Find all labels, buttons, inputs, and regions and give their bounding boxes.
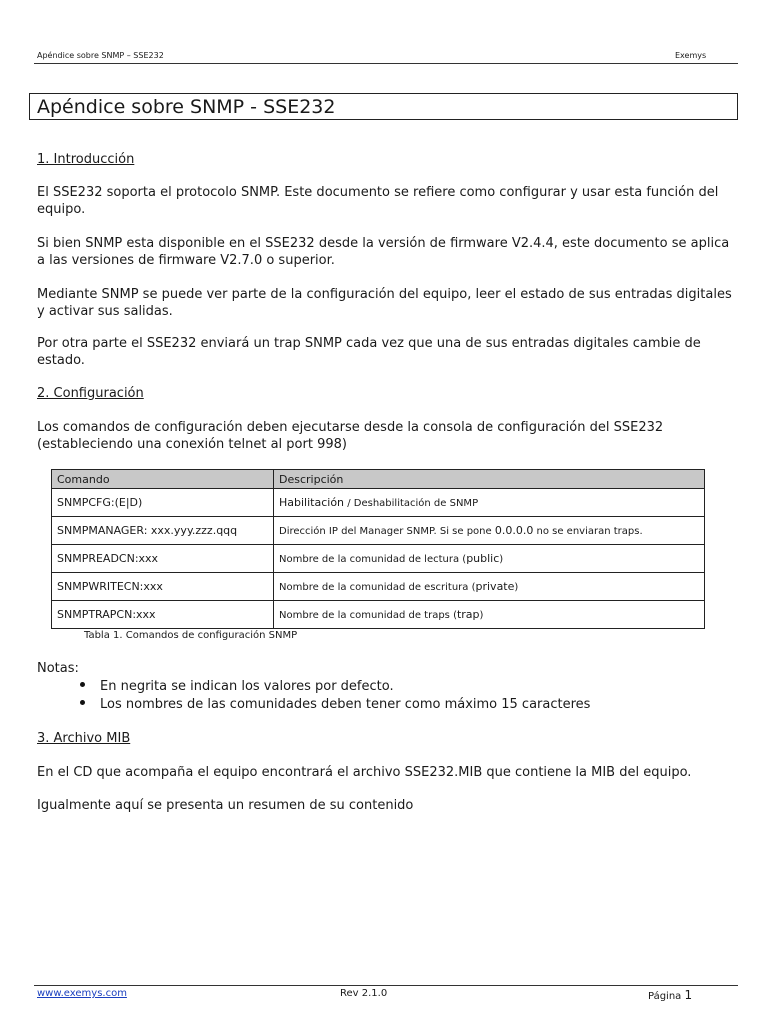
- command-cell: SNMPWRITECN:xxx: [52, 573, 274, 601]
- section-heading-intro: 1. Introducción: [37, 152, 135, 167]
- default-value: trap: [456, 608, 480, 621]
- intro-paragraph-2: Si bien SNMP esta disponible en el SSE232 desde la versión de firmware V2.4.4, este documento se aplica a las versiones de firmware V2.7.0 o superior.: [37, 236, 730, 268]
- intro-paragraph-3: Mediante SNMP se puede ver parte de la configuración del equipo, leer el estado de sus entradas digitales y activar sus salidas.: [37, 287, 732, 319]
- default-value: 0.0.0.0: [494, 524, 534, 537]
- page-title: Apéndice sobre SNMP - SSE232: [37, 96, 336, 118]
- table-row: [52, 489, 705, 517]
- command-cell: SNMPCFG:(E|D): [52, 489, 274, 517]
- command-cell: SNMPTRAPCN:xxx: [52, 601, 274, 629]
- header-company: Exemys: [675, 51, 707, 60]
- header-doc-title: Apéndice sobre SNMP – SSE232: [37, 51, 164, 60]
- footer-divider: [34, 985, 738, 986]
- title-box: [29, 93, 738, 120]
- table-header-row: [52, 470, 705, 489]
- footer-page-number: 1: [684, 988, 693, 1002]
- table-row: [52, 545, 705, 573]
- intro-paragraph-4: Por otra parte el SSE232 enviará un trap SNMP cada vez que una de sus entradas digitales cambie de estado.: [37, 336, 701, 368]
- footer-page-label: Página: [648, 991, 682, 1002]
- default-value: private: [475, 580, 515, 593]
- footer-page: [648, 988, 692, 1002]
- mib-paragraph-1: En el CD que acompaña el equipo encontrará el archivo SSE232.MIB que contiene la MIB del equipo.: [37, 765, 692, 780]
- command-cell: SNMPREADCN:xxx: [52, 545, 274, 573]
- header-divider: [34, 63, 738, 64]
- commands-table: [51, 469, 705, 629]
- config-paragraph: Los comandos de configuración deben ejecutarse desde la consola de configuración del SSE232 (estableciendo una conexión telnet al port 998): [37, 420, 664, 452]
- footer-website-link[interactable]: www.exemys.com: [37, 988, 127, 999]
- description-cell: Habilitación / Deshabilitación de SNMP: [274, 489, 705, 517]
- default-value: Habilitación: [279, 496, 345, 509]
- notes-label: Notas:: [37, 661, 79, 676]
- table-header-command: Comando: [52, 470, 274, 489]
- section-heading-config: 2. Configuración: [37, 386, 144, 401]
- bullet-icon: [80, 700, 85, 705]
- description-cell: Dirección IP del Manager SNMP. Si se pone 0.0.0.0 no se enviaran traps.: [274, 517, 705, 545]
- description-cell: Nombre de la comunidad de escritura (private): [274, 573, 705, 601]
- list-item: Los nombres de las comunidades deben tener como máximo 15 caracteres: [80, 697, 590, 712]
- footer-revision: Rev 2.1.0: [340, 988, 388, 999]
- table-caption: Tabla 1. Comandos de configuración SNMP: [84, 630, 298, 641]
- description-cell: Nombre de la comunidad de traps (trap): [274, 601, 705, 629]
- command-cell: SNMPMANAGER: xxx.yyy.zzz.qqq: [52, 517, 274, 545]
- table-row: [52, 517, 705, 545]
- table-header-description: Descripción: [274, 470, 705, 489]
- bullet-icon: [80, 682, 85, 687]
- description-cell: Nombre de la comunidad de lectura (public): [274, 545, 705, 573]
- list-item: En negrita se indican los valores por defecto.: [80, 679, 394, 694]
- section-heading-mib: 3. Archivo MIB: [37, 731, 131, 746]
- table-row: [52, 601, 705, 629]
- table-row: [52, 573, 705, 601]
- intro-paragraph-1: El SSE232 soporta el protocolo SNMP. Este documento se refiere como configurar y usar esta función del equipo.: [37, 185, 719, 217]
- default-value: public: [466, 552, 500, 565]
- mib-paragraph-2: Igualmente aquí se presenta un resumen de su contenido: [37, 798, 414, 813]
